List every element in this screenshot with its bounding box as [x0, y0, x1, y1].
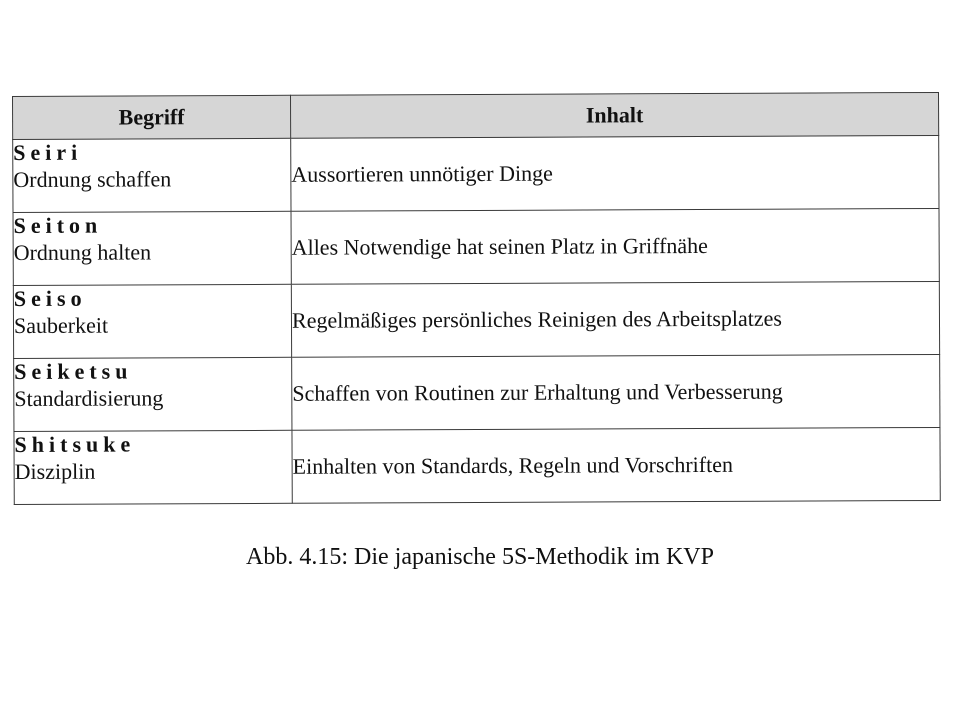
- table-row-seiri: [13, 135, 939, 212]
- content-cell: Einhalten von Standards, Regeln und Vorschriften: [292, 427, 940, 503]
- japanese-term: Seiketsu: [14, 358, 133, 384]
- term-cell: [13, 211, 291, 285]
- table-header-row: [13, 92, 939, 139]
- content-cell: Schaffen von Routinen zur Erhaltung und Verbesserung: [292, 354, 940, 430]
- table-row-seiketsu: [14, 354, 940, 431]
- term-cell: [14, 357, 292, 431]
- term-cell: [14, 430, 292, 504]
- content-cell: Regelmäßiges persönliches Reinigen des Arbeitsplatzes: [291, 281, 939, 357]
- german-term: Disziplin: [14, 458, 96, 484]
- japanese-term: Seiso: [13, 285, 87, 311]
- term-cell: [13, 138, 291, 212]
- figure-caption: Abb. 4.15: Die japanische 5S-Methodik im KVP: [246, 544, 714, 570]
- japanese-term: Seiri: [13, 139, 83, 165]
- fives-method-table: [12, 92, 941, 505]
- german-term: Ordnung halten: [13, 239, 152, 265]
- japanese-term: Seiton: [13, 212, 103, 238]
- table-row-shitsuke: [14, 427, 940, 504]
- term-cell: [13, 284, 291, 358]
- table-row-seiton: [13, 208, 939, 285]
- content-cell: Alles Notwendige hat seinen Platz in Griffnähe: [291, 208, 939, 284]
- german-term: Standardisierung: [14, 385, 164, 411]
- german-term: Sauberkeit: [13, 312, 109, 338]
- german-term: Ordnung schaffen: [13, 166, 172, 192]
- header-content: Inhalt: [290, 92, 938, 138]
- fives-table-container: [12, 92, 940, 505]
- header-term: Begriff: [13, 95, 291, 139]
- content-cell: Aussortieren unnötiger Dinge: [291, 135, 939, 211]
- japanese-term: Shitsuke: [14, 431, 136, 457]
- table-row-seiso: [13, 281, 939, 358]
